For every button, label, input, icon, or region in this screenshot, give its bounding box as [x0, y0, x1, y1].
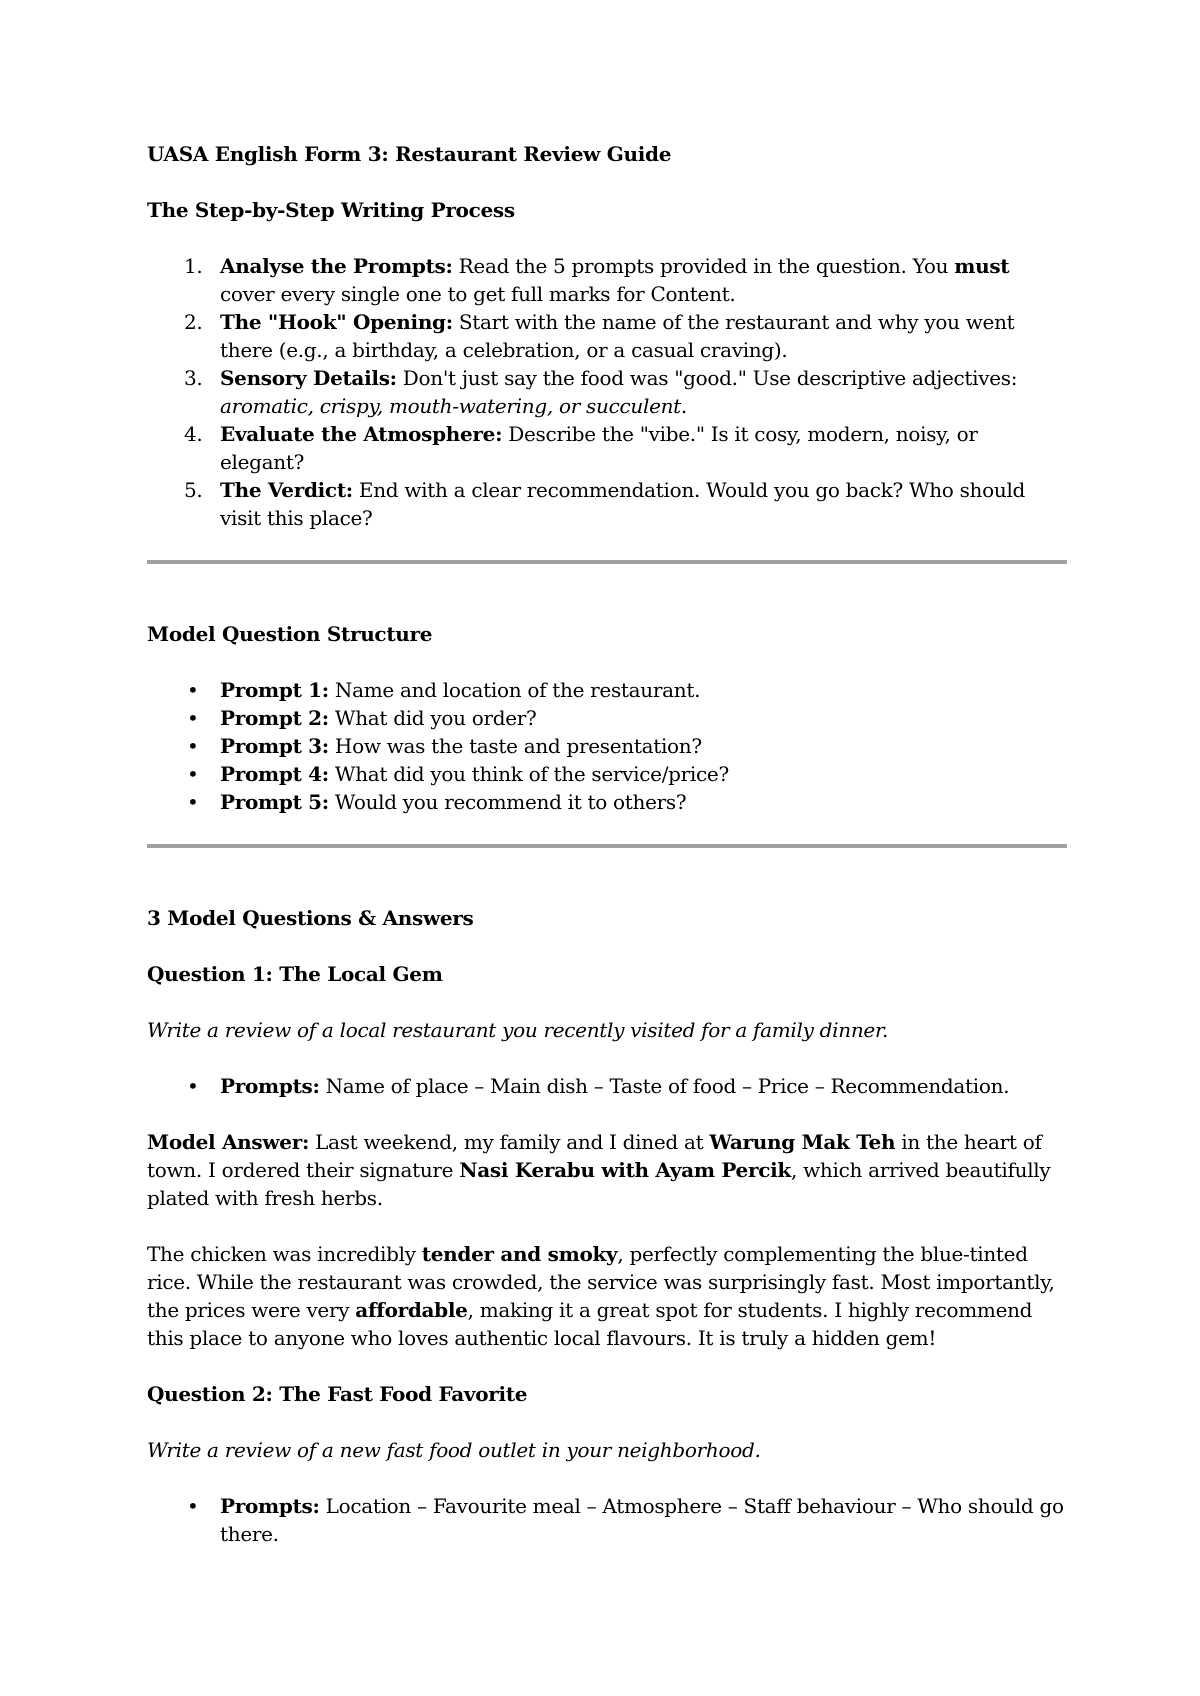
step-text: Read the 5 prompts provided in the question. You	[452, 254, 955, 278]
answer-text: , which arrived beautifully plated with fresh herbs.	[147, 1158, 1051, 1210]
bullet-icon: •	[187, 790, 199, 814]
step-text: End with a clear recommendation. Would you go back? Who should visit this place?	[220, 478, 1026, 530]
model-answer-paragraph-1	[147, 1128, 1067, 1212]
prompts-text: Location – Favourite meal – Atmosphere – Staff behaviour – Who should go there.	[220, 1494, 1064, 1546]
list-item	[147, 732, 1067, 760]
list-item	[147, 308, 1067, 364]
list-item	[147, 704, 1067, 732]
question-1-prompts-list	[147, 1072, 1067, 1100]
step-emphasis: must	[954, 254, 1010, 278]
question-2-heading: Question 2: The Fast Food Favorite	[147, 1382, 528, 1406]
list-number: 2.	[184, 310, 203, 334]
structure-heading: Model Question Structure	[147, 622, 433, 646]
step-label: Analyse the Prompts:	[220, 254, 453, 278]
step-text: cover every single one to get full marks for Content.	[220, 282, 736, 306]
answer-text: , making it a great spot for students. I highly recommend this place to anyone who loves authentic local flavours. It is truly a hidden gem!	[147, 1298, 1033, 1350]
prompts-label: Prompts:	[220, 1074, 320, 1098]
list-number: 5.	[184, 478, 203, 502]
step-label: Evaluate the Atmosphere:	[220, 422, 503, 446]
list-item	[147, 788, 1067, 816]
prompt-text: How was the taste and presentation?	[328, 734, 702, 758]
question-1-task: Write a review of a local restaurant you recently visited for a family dinner.	[147, 1018, 889, 1042]
structure-prompts-list	[147, 676, 1067, 816]
prompt-text: What did you order?	[328, 706, 537, 730]
answer-emphasis: tender and smoky	[421, 1242, 618, 1266]
bullet-icon: •	[187, 762, 199, 786]
list-number: 1.	[184, 254, 203, 278]
prompt-label: Prompt 5:	[220, 790, 329, 814]
prompt-text: Name and location of the restaurant.	[328, 678, 701, 702]
step-label: The "Hook" Opening:	[220, 310, 453, 334]
process-heading: The Step-by-Step Writing Process	[147, 198, 515, 222]
step-text: .	[680, 394, 687, 418]
list-item	[147, 1072, 1067, 1100]
step-label: Sensory Details:	[220, 366, 397, 390]
step-italic-text: aromatic, crispy, mouth-watering, or succulent	[220, 394, 681, 418]
document-page	[147, 140, 1067, 1576]
prompt-text: Would you recommend it to others?	[328, 790, 687, 814]
prompt-label: Prompt 3:	[220, 734, 329, 758]
bullet-icon: •	[187, 1074, 199, 1098]
step-text: Describe the "vibe." Is it cosy, modern, noisy, or elegant?	[220, 422, 978, 474]
bullet-icon: •	[187, 678, 199, 702]
model-answer-paragraph-2	[147, 1240, 1067, 1352]
bullet-icon: •	[187, 734, 199, 758]
model-answer-label: Model Answer:	[147, 1130, 310, 1154]
list-item	[147, 476, 1067, 532]
question-2-prompts-list	[147, 1492, 1067, 1548]
bullet-icon: •	[187, 706, 199, 730]
question-1-heading: Question 1: The Local Gem	[147, 962, 443, 986]
answer-text: in the heart of town. I ordered their signature	[147, 1130, 1042, 1182]
models-heading: 3 Model Questions & Answers	[147, 906, 474, 930]
horizontal-rule	[147, 844, 1067, 848]
horizontal-rule	[147, 560, 1067, 564]
answer-text: The chicken was incredibly	[147, 1242, 422, 1266]
document-title: UASA English Form 3: Restaurant Review Guide	[147, 142, 672, 166]
list-item	[147, 676, 1067, 704]
prompt-label: Prompt 1:	[220, 678, 329, 702]
list-number: 3.	[184, 366, 203, 390]
answer-emphasis: affordable	[355, 1298, 468, 1322]
step-label: The Verdict:	[220, 478, 353, 502]
prompt-label: Prompt 2:	[220, 706, 329, 730]
process-steps-list	[147, 252, 1067, 532]
answer-text: , perfectly complementing the blue-tinted rice. While the restaurant was crowded, the service was surprisingly fast. Most importantly, the prices were very	[147, 1242, 1055, 1322]
prompt-text: What did you think of the service/price?	[328, 762, 729, 786]
answer-emphasis: Warung Mak Teh	[709, 1130, 896, 1154]
step-text: Don't just say the food was "good." Use descriptive adjectives:	[396, 366, 1018, 390]
question-2-task: Write a review of a new fast food outlet in your neighborhood.	[147, 1438, 761, 1462]
list-item	[147, 364, 1067, 420]
prompt-label: Prompt 4:	[220, 762, 329, 786]
list-item	[147, 1492, 1067, 1548]
prompts-label: Prompts:	[220, 1494, 320, 1518]
prompts-text: Name of place – Main dish – Taste of food – Price – Recommendation.	[319, 1074, 1010, 1098]
list-item	[147, 760, 1067, 788]
list-item	[147, 252, 1067, 308]
list-number: 4.	[184, 422, 203, 446]
list-item	[147, 420, 1067, 476]
answer-emphasis: Nasi Kerabu with Ayam Percik	[459, 1158, 791, 1182]
answer-text: Last weekend, my family and I dined at	[309, 1130, 710, 1154]
bullet-icon: •	[187, 1494, 199, 1518]
step-text: Start with the name of the restaurant and why you went there (e.g., a birthday, a celebration, or a casual craving).	[220, 310, 1015, 362]
